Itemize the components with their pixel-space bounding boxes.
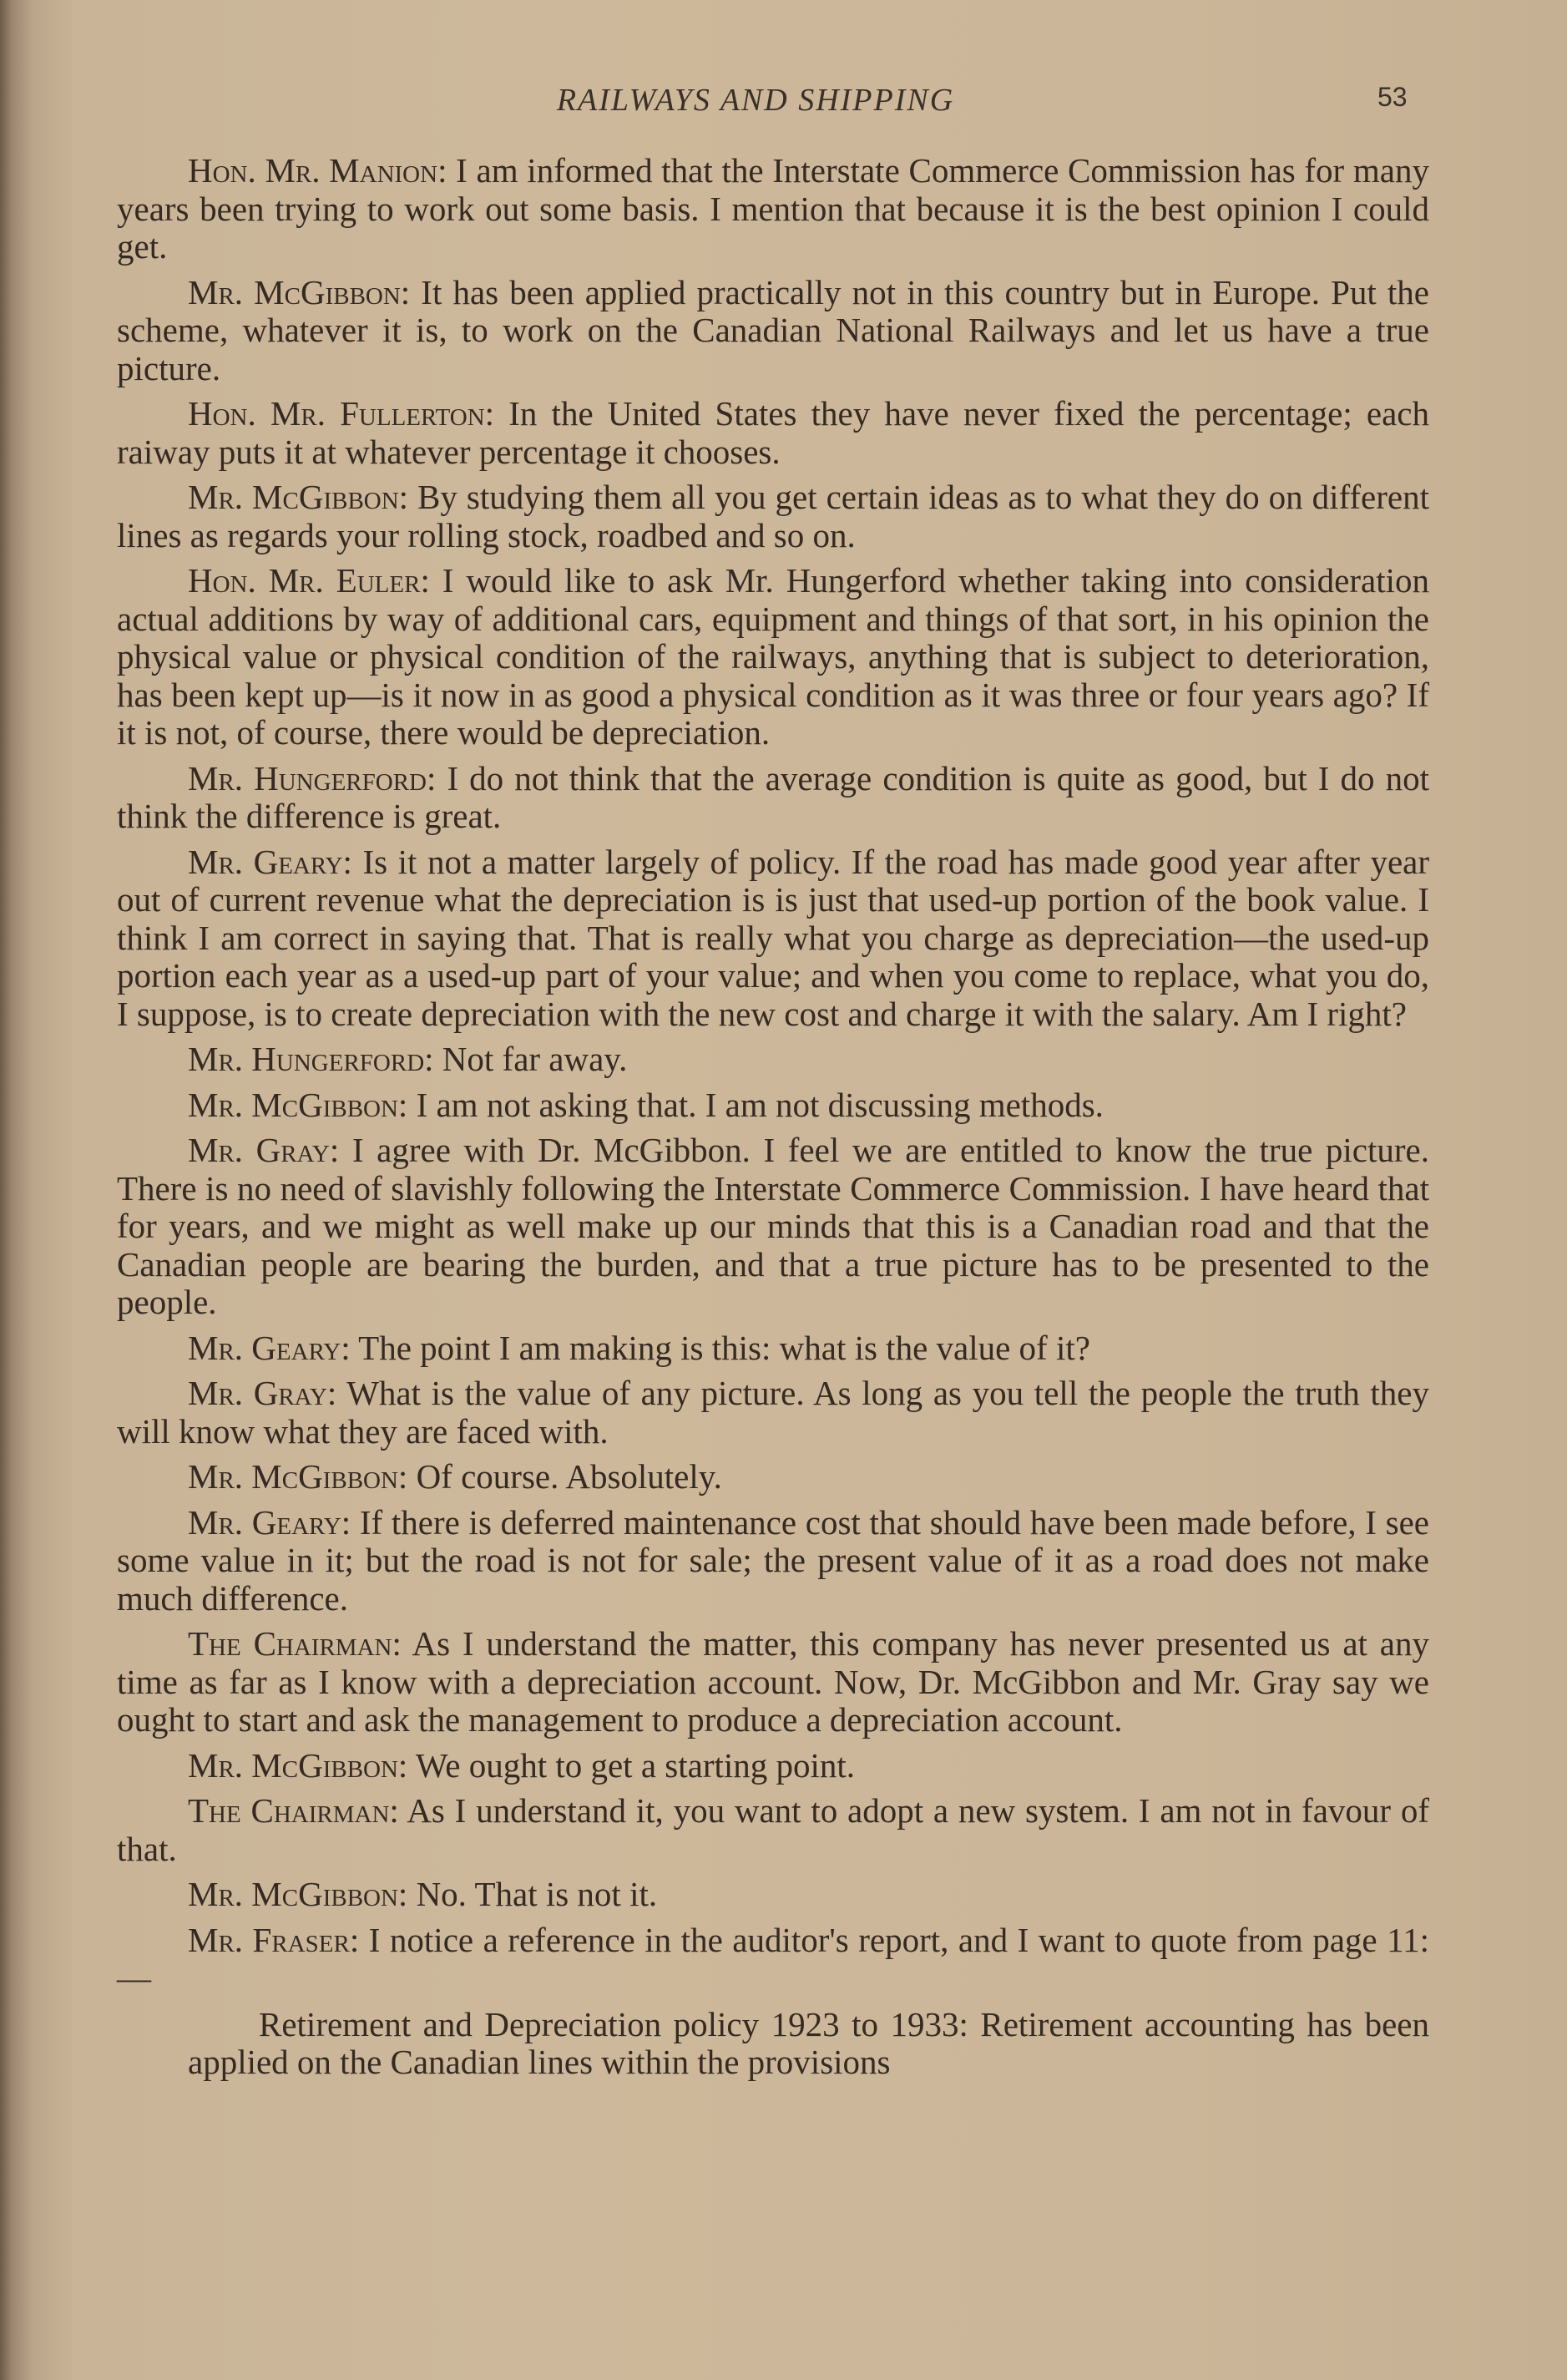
speaker-name: Mr. McGibbon: — [188, 1457, 408, 1496]
paragraph — [117, 1792, 1429, 1868]
speaker-name: Mr. Hungerford: — [188, 1040, 434, 1078]
speaker-name: Mr. Geary: — [188, 842, 352, 881]
paragraph-text: As I understand it, you want to adopt a new system. I am not in favour of that. — [117, 1791, 1429, 1868]
paragraph — [117, 152, 1429, 266]
paragraph — [117, 562, 1429, 752]
paragraph — [117, 1041, 1429, 1079]
running-title: RAILWAYS AND SHIPPING — [556, 83, 955, 118]
paragraph-text: We ought to get a starting point. — [407, 1745, 856, 1785]
speaker-name: Mr. McGibbon: — [188, 272, 411, 311]
paragraph-text: The point I am making is this: what is the value of it? — [350, 1328, 1090, 1367]
speaker-name: Mr. McGibbon: — [188, 1745, 408, 1785]
paragraph-text: I notice a reference in the auditor's report, and I want to quote from page 11:— — [117, 1920, 1429, 1997]
paragraph-text: Not far away. — [433, 1040, 628, 1078]
paragraph — [117, 1329, 1429, 1368]
paragraph-text: Is it not a matter largely of policy. If the road has made good year after year out of current revenue what the depreciation is is just that used-up portion of the book value. I think I am correct in saying that. That is really what you charge as depreciation—the used-up portion each year as a used-up part of your value; and when you come to replace, what you do, I suppose, is to create depreciation with the new cost and charge it with the salary. Am I right? — [117, 842, 1429, 1033]
paragraph — [117, 274, 1429, 388]
paragraph-text: What is the value of any picture. As long as you tell the people the truth they will know what they are faced with. — [117, 1374, 1429, 1451]
paragraph — [117, 843, 1429, 1034]
paragraph — [117, 1504, 1429, 1618]
paragraph — [117, 1132, 1429, 1322]
paragraph — [117, 1876, 1429, 1914]
speaker-name: The Chairman: — [188, 1624, 402, 1663]
paragraph-text: Of course. Absolutely. — [407, 1457, 722, 1496]
speaker-name: Hon. Mr. Fullerton: — [188, 394, 495, 433]
speaker-name: Mr. Hungerford: — [188, 758, 437, 798]
speaker-name: Mr. Gray: — [188, 1131, 340, 1169]
paragraph-text: No. That is not it. — [407, 1875, 658, 1913]
paragraph-text: I am informed that the Interstate Commerce Commission has for many years been trying to work out some basis. I mention that because it is the best opinion I could get. — [117, 151, 1429, 266]
paragraph-text: By studying them all you get certain ideas as to what they do on different lines as regards your rolling stock, roadbed and so on. — [117, 478, 1429, 554]
speaker-name: Mr. McGibbon: — [188, 478, 409, 516]
speaker-name: Mr. Gray: — [188, 1374, 337, 1412]
paragraph-text: As I understand the matter, this company has never presented us at any time as far as I know with a depreciation account. Now, Dr. McGibbon and Mr. Gray say we ought to start and ask the management to produce a depreciation account. — [117, 1624, 1429, 1739]
paragraph-text: It has been applied practically not in this country but in Europe. Put the scheme, whatever it is, to work on the Canadian National Railways and let us have a true picture. — [117, 272, 1429, 387]
page-number: 53 — [1377, 82, 1408, 112]
speaker-name: Hon. Mr. Manion: — [188, 151, 447, 190]
paragraph — [117, 1086, 1429, 1125]
paragraph — [117, 395, 1429, 471]
paragraph — [117, 1458, 1429, 1496]
paragraph-text: If there is deferred maintenance cost that should have been made before, I see some value in it; but the road is not for sale; the present value of it as a road does not make much difference. — [117, 1502, 1429, 1618]
speaker-name: Mr. Geary: — [188, 1502, 351, 1542]
speaker-name: Mr. McGibbon: — [188, 1875, 408, 1913]
speaker-name: Hon. Mr. Euler: — [188, 561, 430, 600]
block-quote: Retirement and Depreciation policy 1923 to 1933: Retirement accounting has been applied on the Canadian lines within the provisions — [188, 2004, 1429, 2081]
paragraph — [117, 1747, 1429, 1785]
speaker-name: Mr. Fraser: — [188, 1920, 360, 1959]
paragraph-text: In the United States they have never fixed the percentage; each raiway puts it at whatever percentage it chooses. — [117, 394, 1429, 471]
speaker-name: Mr. Geary: — [188, 1328, 351, 1367]
speaker-name: The Chairman: — [188, 1791, 399, 1830]
paragraph-text: I do not think that the average condition is quite as good, but I do not think the difference is great. — [117, 758, 1429, 835]
paragraph-text: I agree with Dr. McGibbon. I feel we are entitled to know the true picture. There is no need of slavishly following the Interstate Commerce Commission. I have heard that for years, and we might as well make up our minds that this is a Canadian road and that the Canadian people are bearing the burden, and that a true picture has to be presented to the people. — [117, 1131, 1429, 1321]
paragraph — [117, 1625, 1429, 1739]
page-header — [0, 82, 1567, 124]
speaker-name: Mr. McGibbon: — [188, 1085, 408, 1124]
body-text — [117, 152, 1429, 2082]
paragraph — [117, 760, 1429, 836]
paragraph — [117, 479, 1429, 554]
paragraph — [117, 1922, 1429, 1998]
paragraph — [117, 1375, 1429, 1451]
paragraph-text: I would like to ask Mr. Hungerford whether taking into consideration actual additions by way of additional cars, equipment and things of that sort, in his opinion the physical value or physical condition of the railways, anything that is subject to deterioration, has been kept up—is it now in as good a physical condition as it was three or four years ago? If it is not, of course, there would be depreciation. — [117, 561, 1429, 752]
paragraph-text: I am not asking that. I am not discussing methods. — [407, 1085, 1104, 1124]
